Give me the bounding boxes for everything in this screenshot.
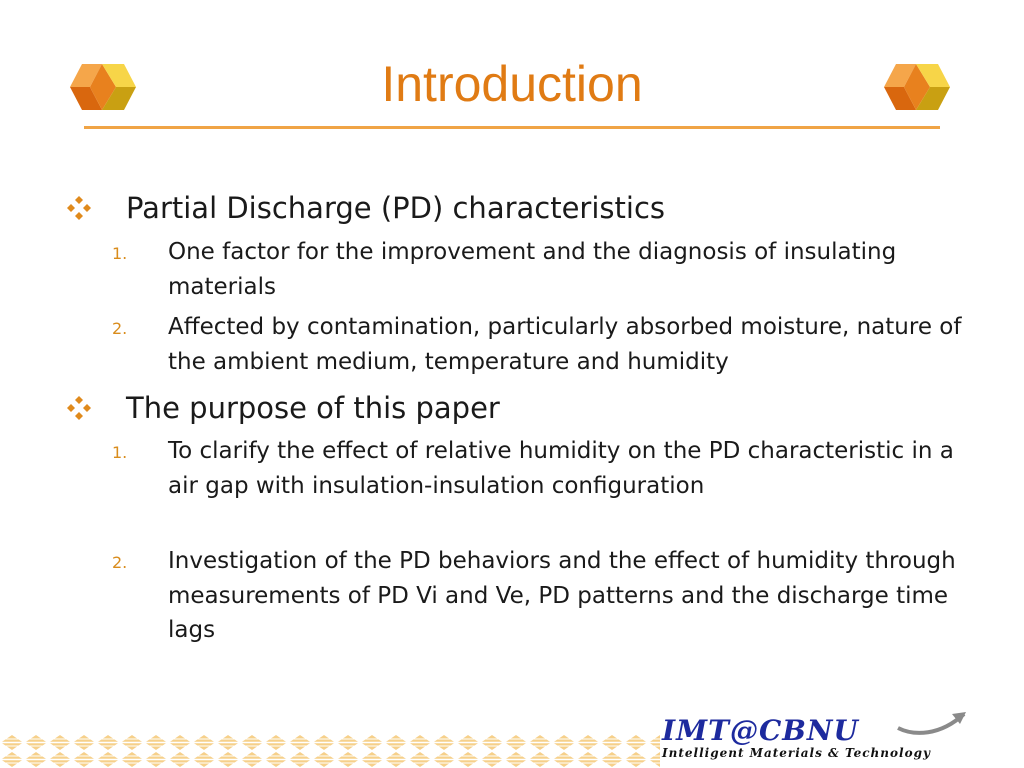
- item-number: 2.: [112, 553, 128, 572]
- item-text: To clarify the effect of relative humidity on the PD characteristic in a air gap with insulation-insulation configuration: [168, 438, 954, 499]
- item-text: Investigation of the PD behaviors and the effect of humidity through measurements of PD Vi and Ve, PD patterns and the discharge time lags: [168, 548, 956, 643]
- logo-at: @: [729, 714, 759, 747]
- bullet-text: Partial Discharge (PD) characteristics: [126, 191, 666, 225]
- diamond-bullet-icon: [64, 190, 94, 226]
- footer-pattern: [0, 734, 660, 768]
- diamond-bullet-icon: [64, 390, 94, 426]
- item-number: 1.: [112, 244, 128, 263]
- logo-imt: IMT: [662, 714, 730, 747]
- item-number: 1.: [112, 443, 128, 462]
- title-divider: [84, 126, 940, 129]
- item-number: 2.: [112, 319, 128, 338]
- cube-decoration-icon: [880, 58, 952, 116]
- logo-cbnu: CBNU: [758, 714, 859, 747]
- logo-wordmark: [662, 714, 859, 747]
- item-text: Affected by contamination, particularly absorbed moisture, nature of the ambient medium, temperature and humidity: [168, 314, 962, 375]
- swoosh-icon: [894, 710, 968, 736]
- logo-subtitle: Intelligent Materials & Technology: [662, 746, 931, 760]
- item-text: One factor for the improvement and the diagnosis of insulating materials: [168, 239, 897, 300]
- page-title: Introduction: [381, 56, 643, 112]
- bullet-text: The purpose of this paper: [126, 391, 500, 425]
- imt-cbnu-logo: [656, 708, 996, 768]
